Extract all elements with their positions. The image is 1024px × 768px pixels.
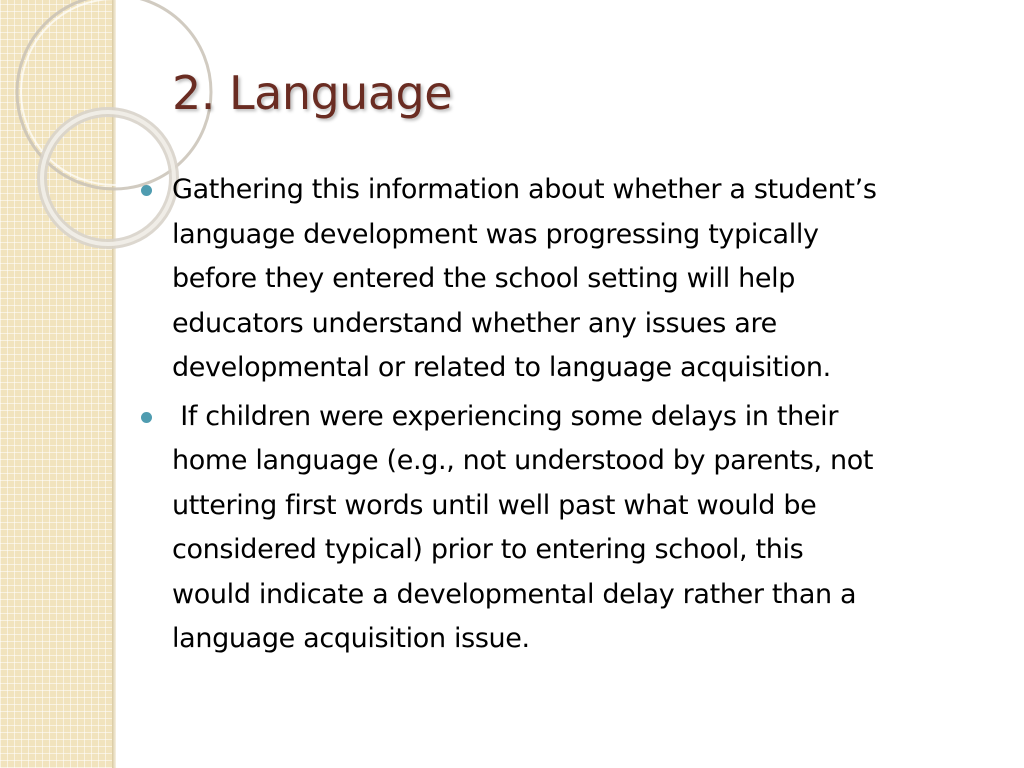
bullet-line: Gathering this information about whether a student’s xyxy=(172,174,877,205)
bullet-list xyxy=(141,168,1001,666)
bullet-dot-icon xyxy=(141,185,152,196)
bullet-line: considered typical) prior to entering school, this xyxy=(172,534,804,565)
bullet-line: before they entered the school setting will help xyxy=(172,263,796,294)
bullet-line: language development was progressing typically xyxy=(172,218,819,250)
bullet-dot-icon xyxy=(141,412,152,423)
bullet-line: developmental or related to language acquisition. xyxy=(172,352,831,383)
bullet-line: uttering first words until well past what would be xyxy=(172,489,817,521)
bullet-item xyxy=(141,168,1001,391)
bullet-line: educators understand whether any issues are xyxy=(172,307,777,339)
bullet-line: would indicate a developmental delay rather than a xyxy=(172,578,857,610)
bullet-line: language acquisition issue. xyxy=(172,623,530,654)
bullet-line: home language (e.g., not understood by parents, not xyxy=(172,445,874,476)
bullet-item xyxy=(141,395,1001,662)
slide-title: 2. Language xyxy=(172,66,453,120)
bullet-line: If children were experiencing some delays in their xyxy=(172,400,839,432)
